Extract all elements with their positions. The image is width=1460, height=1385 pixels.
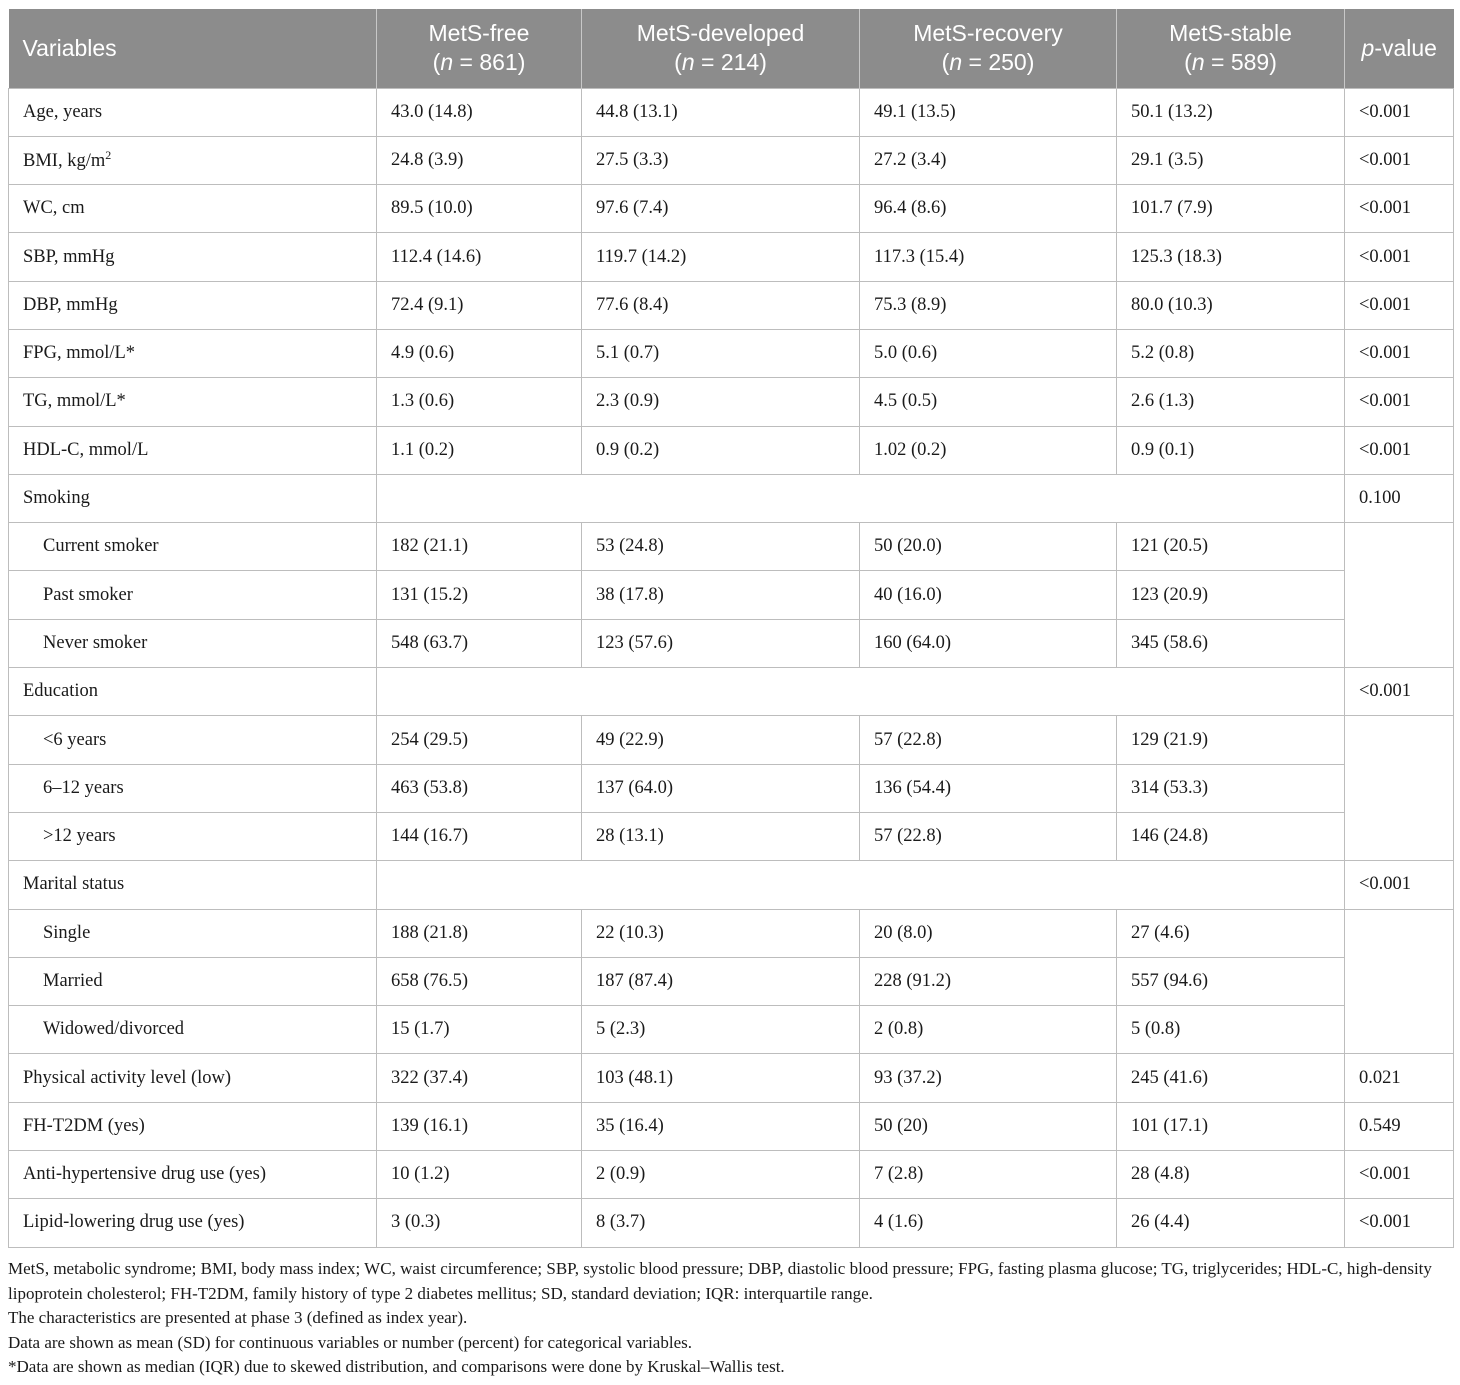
value-cell: 53 (24.8) <box>582 523 860 571</box>
row-label: >12 years <box>9 812 377 860</box>
value-cell: 101 (17.1) <box>1117 1102 1345 1150</box>
value-cell: 77.6 (8.4) <box>582 281 860 329</box>
value-cell: 314 (53.3) <box>1117 764 1345 812</box>
p-value-cell: <0.001 <box>1345 88 1454 136</box>
p-value-cell: <0.001 <box>1345 281 1454 329</box>
header-mets-recovery: MetS-recovery (n = 250) <box>860 9 1117 88</box>
value-cell: 137 (64.0) <box>582 764 860 812</box>
value-cell: 5 (0.8) <box>1117 1006 1345 1054</box>
value-cell: 27 (4.6) <box>1117 909 1345 957</box>
value-cell: 50 (20.0) <box>860 523 1117 571</box>
value-cell: 40 (16.0) <box>860 571 1117 619</box>
value-cell: 4.5 (0.5) <box>860 378 1117 426</box>
table-row <box>9 426 1454 474</box>
p-value-cell: 0.021 <box>1345 1054 1454 1102</box>
header-n-count: (n = 589) <box>1184 49 1277 76</box>
value-cell: 97.6 (7.4) <box>582 185 860 233</box>
value-cell: 2.3 (0.9) <box>582 378 860 426</box>
value-cell: 10 (1.2) <box>377 1151 582 1199</box>
header-n-count: (n = 861) <box>432 49 526 76</box>
value-cell: 4.9 (0.6) <box>377 329 582 377</box>
value-cell: 136 (54.4) <box>860 764 1117 812</box>
value-cell: 144 (16.7) <box>377 812 582 860</box>
value-cell: 117.3 (15.4) <box>860 233 1117 281</box>
row-label: Current smoker <box>9 523 377 571</box>
value-cell: 125.3 (18.3) <box>1117 233 1345 281</box>
table-row <box>9 1054 1454 1102</box>
row-label: BMI, $kg/m^2$ <box>9 136 377 184</box>
table-row <box>9 957 1454 1005</box>
table-row <box>9 1151 1454 1199</box>
header-variables: Variables <box>9 9 377 88</box>
group-spacer <box>377 668 1345 716</box>
value-cell: 112.4 (14.6) <box>377 233 582 281</box>
row-label: Marital status <box>9 861 377 909</box>
row-label: Physical activity level (low) <box>9 1054 377 1102</box>
value-cell: 72.4 (9.1) <box>377 281 582 329</box>
value-cell: 15 (1.7) <box>377 1006 582 1054</box>
header-n-count: (n = 250) <box>941 49 1035 76</box>
row-label: HDL-C, mmol/L <box>9 426 377 474</box>
p-value-span-cell <box>1345 716 1454 861</box>
value-cell: 50.1 (13.2) <box>1117 88 1345 136</box>
footnote-abbreviations: MetS, metabolic syndrome; BMI, body mass index; WC, waist circumference; SBP, systolic blood pressure; DBP, diastolic blood pressure; FPG, fasting plasma glucose; TG, triglycerides; HDL-C, high-density lipoprotein cholesterol; FH-T2DM, family history of type 2 diabetes mellitus; SD, standard deviation; IQR: interquartile range. <box>8 1259 1432 1303</box>
value-cell: 7 (2.8) <box>860 1151 1117 1199</box>
value-cell: 123 (57.6) <box>582 619 860 667</box>
table-row <box>9 523 1454 571</box>
row-label: FH-T2DM (yes) <box>9 1102 377 1150</box>
value-cell: 188 (21.8) <box>377 909 582 957</box>
row-label: Single <box>9 909 377 957</box>
characteristics-table <box>8 9 1454 1248</box>
value-cell: 22 (10.3) <box>582 909 860 957</box>
value-cell: 93 (37.2) <box>860 1054 1117 1102</box>
table-container <box>8 9 1453 1248</box>
table-row <box>9 88 1454 136</box>
value-cell: 1.1 (0.2) <box>377 426 582 474</box>
value-cell: 5.0 (0.6) <box>860 329 1117 377</box>
row-label: DBP, mmHg <box>9 281 377 329</box>
table-row <box>9 1199 1454 1247</box>
value-cell: 29.1 (3.5) <box>1117 136 1345 184</box>
p-value-cell: <0.001 <box>1345 1199 1454 1247</box>
row-label: Past smoker <box>9 571 377 619</box>
value-cell: 103 (48.1) <box>582 1054 860 1102</box>
header-p-value: p-value <box>1345 9 1454 88</box>
row-label: Anti-hypertensive drug use (yes) <box>9 1151 377 1199</box>
value-cell: 26 (4.4) <box>1117 1199 1345 1247</box>
value-cell: 89.5 (10.0) <box>377 185 582 233</box>
value-cell: 119.7 (14.2) <box>582 233 860 281</box>
value-cell: 345 (58.6) <box>1117 619 1345 667</box>
table-row <box>9 329 1454 377</box>
table-row <box>9 861 1454 909</box>
value-cell: 2.6 (1.3) <box>1117 378 1345 426</box>
footnote-phase: The characteristics are presented at phase 3 (defined as index year). <box>8 1308 468 1327</box>
p-value-cell: <0.001 <box>1345 668 1454 716</box>
value-cell: 228 (91.2) <box>860 957 1117 1005</box>
table-header <box>9 9 1454 88</box>
table-row <box>9 764 1454 812</box>
p-value-cell: <0.001 <box>1345 861 1454 909</box>
value-cell: 75.3 (8.9) <box>860 281 1117 329</box>
value-cell: 5.2 (0.8) <box>1117 329 1345 377</box>
row-label: FPG, mmol/L* <box>9 329 377 377</box>
value-cell: 658 (76.5) <box>377 957 582 1005</box>
value-cell: 27.5 (3.3) <box>582 136 860 184</box>
value-cell: 187 (87.4) <box>582 957 860 1005</box>
value-cell: 1.3 (0.6) <box>377 378 582 426</box>
value-cell: 43.0 (14.8) <box>377 88 582 136</box>
table-row <box>9 1006 1454 1054</box>
row-label: Age, years <box>9 88 377 136</box>
table-row <box>9 668 1454 716</box>
p-value-cell: 0.100 <box>1345 474 1454 522</box>
value-cell: 8 (3.7) <box>582 1199 860 1247</box>
p-value-span-cell <box>1345 909 1454 1054</box>
table-row <box>9 185 1454 233</box>
value-cell: 44.8 (13.1) <box>582 88 860 136</box>
row-label: Never smoker <box>9 619 377 667</box>
value-cell: 146 (24.8) <box>1117 812 1345 860</box>
row-label: SBP, mmHg <box>9 233 377 281</box>
value-cell: 2 (0.8) <box>860 1006 1117 1054</box>
value-cell: 49.1 (13.5) <box>860 88 1117 136</box>
row-label: <6 years <box>9 716 377 764</box>
row-label: 6–12 years <box>9 764 377 812</box>
header-mets-free: MetS-free (n = 861) <box>377 9 582 88</box>
table-row <box>9 233 1454 281</box>
p-value-cell: <0.001 <box>1345 426 1454 474</box>
p-value-cell: <0.001 <box>1345 233 1454 281</box>
p-value-span-cell <box>1345 523 1454 668</box>
p-value-cell: <0.001 <box>1345 1151 1454 1199</box>
table-row <box>9 909 1454 957</box>
value-cell: 57 (22.8) <box>860 716 1117 764</box>
value-cell: 548 (63.7) <box>377 619 582 667</box>
value-cell: 463 (53.8) <box>377 764 582 812</box>
group-spacer <box>377 861 1345 909</box>
value-cell: 0.9 (0.1) <box>1117 426 1345 474</box>
value-cell: 28 (4.8) <box>1117 1151 1345 1199</box>
row-label: Widowed/divorced <box>9 1006 377 1054</box>
header-mets-stable: MetS-stable (n = 589) <box>1117 9 1345 88</box>
row-label: Smoking <box>9 474 377 522</box>
value-cell: 2 (0.9) <box>582 1151 860 1199</box>
value-cell: 557 (94.6) <box>1117 957 1345 1005</box>
table-footnotes <box>8 1257 1453 1380</box>
p-value-cell: <0.001 <box>1345 378 1454 426</box>
value-cell: 322 (37.4) <box>377 1054 582 1102</box>
value-cell: 160 (64.0) <box>860 619 1117 667</box>
row-label: Education <box>9 668 377 716</box>
value-cell: 28 (13.1) <box>582 812 860 860</box>
p-value-cell: 0.549 <box>1345 1102 1454 1150</box>
header-row <box>9 9 1454 88</box>
table-row <box>9 1102 1454 1150</box>
value-cell: 0.9 (0.2) <box>582 426 860 474</box>
table-row <box>9 378 1454 426</box>
value-cell: 57 (22.8) <box>860 812 1117 860</box>
p-value-cell: <0.001 <box>1345 136 1454 184</box>
table-row <box>9 136 1454 184</box>
value-cell: 254 (29.5) <box>377 716 582 764</box>
value-cell: 131 (15.2) <box>377 571 582 619</box>
row-label: TG, mmol/L* <box>9 378 377 426</box>
value-cell: 245 (41.6) <box>1117 1054 1345 1102</box>
value-cell: 49 (22.9) <box>582 716 860 764</box>
value-cell: 20 (8.0) <box>860 909 1117 957</box>
table-row <box>9 716 1454 764</box>
value-cell: 38 (17.8) <box>582 571 860 619</box>
table-row <box>9 474 1454 522</box>
value-cell: 35 (16.4) <box>582 1102 860 1150</box>
value-cell: 1.02 (0.2) <box>860 426 1117 474</box>
value-cell: 27.2 (3.4) <box>860 136 1117 184</box>
value-cell: 139 (16.1) <box>377 1102 582 1150</box>
table-row <box>9 619 1454 667</box>
header-n-count: (n = 214) <box>674 49 767 76</box>
table-row <box>9 281 1454 329</box>
row-label: WC, cm <box>9 185 377 233</box>
table-row <box>9 571 1454 619</box>
value-cell: 129 (21.9) <box>1117 716 1345 764</box>
value-cell: 123 (20.9) <box>1117 571 1345 619</box>
value-cell: 4 (1.6) <box>860 1199 1117 1247</box>
value-cell: 3 (0.3) <box>377 1199 582 1247</box>
value-cell: 80.0 (10.3) <box>1117 281 1345 329</box>
value-cell: 121 (20.5) <box>1117 523 1345 571</box>
row-label: Lipid-lowering drug use (yes) <box>9 1199 377 1247</box>
footnote-median: *Data are shown as median (IQR) due to skewed distribution, and comparisons were done by Kruskal–Wallis test. <box>8 1357 785 1376</box>
value-cell: 101.7 (7.9) <box>1117 185 1345 233</box>
value-cell: 5.1 (0.7) <box>582 329 860 377</box>
value-cell: 24.8 (3.9) <box>377 136 582 184</box>
p-value-cell: <0.001 <box>1345 185 1454 233</box>
row-label: Married <box>9 957 377 1005</box>
table-body <box>9 88 1454 1247</box>
value-cell: 5 (2.3) <box>582 1006 860 1054</box>
p-value-cell: <0.001 <box>1345 329 1454 377</box>
header-mets-developed: MetS-developed (n = 214) <box>582 9 860 88</box>
value-cell: 50 (20) <box>860 1102 1117 1150</box>
group-spacer <box>377 474 1345 522</box>
value-cell: 182 (21.1) <box>377 523 582 571</box>
footnote-data-format: Data are shown as mean (SD) for continuous variables or number (percent) for categorical variables. <box>8 1332 692 1352</box>
table-row <box>9 812 1454 860</box>
value-cell: 96.4 (8.6) <box>860 185 1117 233</box>
